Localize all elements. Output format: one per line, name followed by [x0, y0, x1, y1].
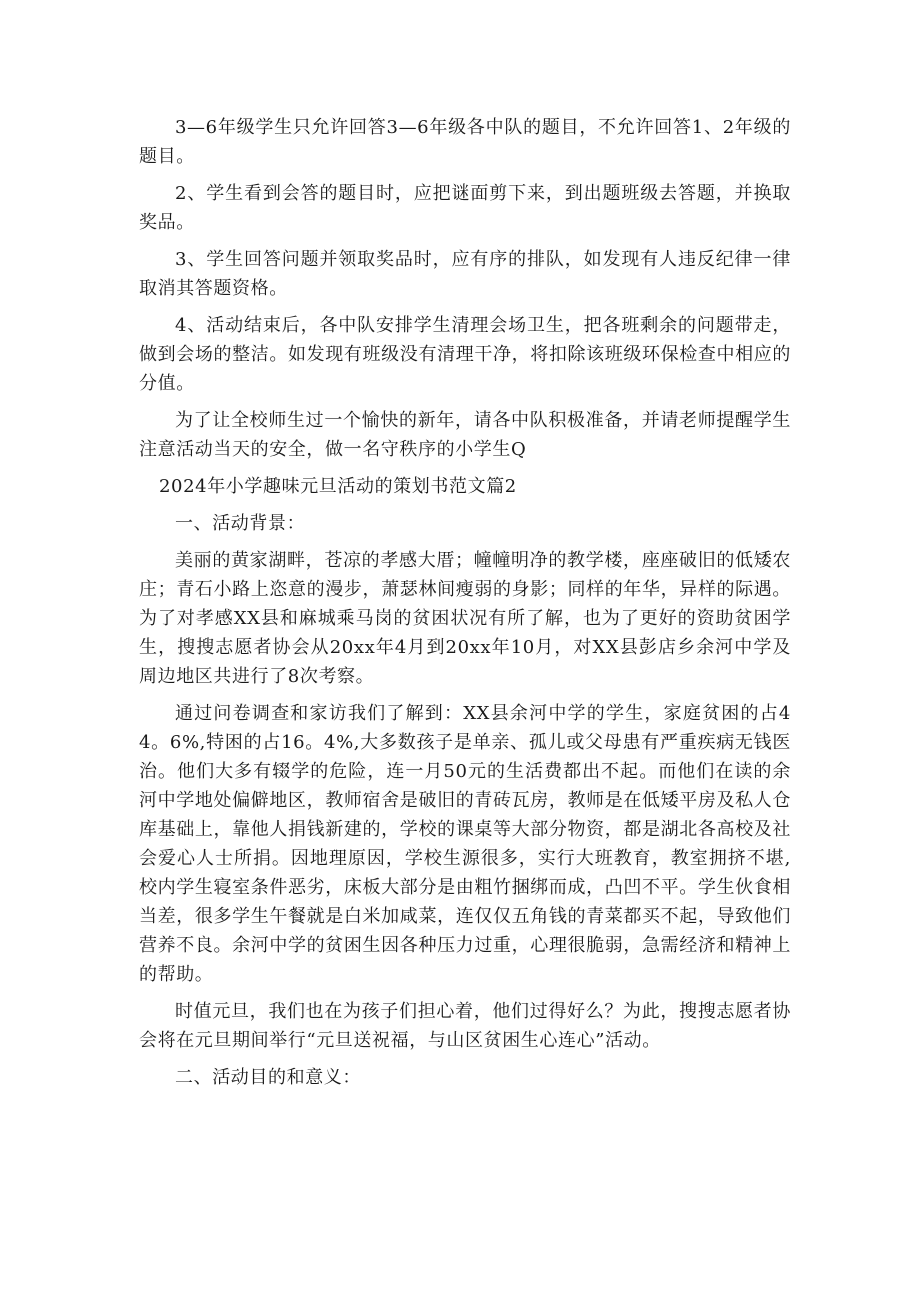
heading-purpose: 二、活动目的和意义：: [175, 1067, 361, 1088]
heading-background: 一、活动背景：: [175, 513, 306, 534]
paragraph-survey-findings: 通过问卷调查和家访我们了解到：XX县余河中学的学生，家庭贫困的占44。6%,特困的占16。4%,大多数孩子是单亲、孤儿或父母患有严重疾病无钱医治。他们大多有辍学的危险，连一月50元的生活费都出不起。而他们在读的余河中学地处偏僻地区，教师宿舍是破旧的青砖瓦房，教师是在低矮平房及私人仓库基础上，靠他人捐钱新建的，学校的课桌等大部分物资，都是湖北各高校及社会爱心人士所捐。因地理原因，学校生源很多，实行大班教育，教室拥挤不堪,校内学生寝室条件恶劣，床板大部分是由粗竹捆绑而成，凸凹不平。学生伙食相当差，很多学生午餐就是白米加咸菜，连仅仅五角钱的青菜都买不起，导致他们营养不良。余河中学的贫困生因各种压力过重，心理很脆弱，急需经济和精神上的帮助。: [139, 703, 791, 985]
paragraph-rule-4: 4、活动结束后，各中队安排学生清理会场卫生，把各班剩余的问题带走，做到会场的整洁。如发现有班级没有清理干净，将扣除该班级环保检查中相应的分值。: [139, 315, 791, 394]
paragraph-rule-2: 2、学生看到会答的题目时，应把谜面剪下来，到出题班级去答题，并换取奖品。: [139, 183, 791, 233]
paragraph-grade-rule: 3—6年级学生只允许回答3—6年级各中队的题目，不允许回答1、2年级的题目。: [139, 117, 791, 167]
section-title: 2024年小学趣味元旦活动的策划书范文篇2: [159, 476, 517, 497]
paragraph-closing: 为了让全校师生过一个愉快的新年，请各中队积极准备，并请老师提醒学生注意活动当天的安全，做一名守秩序的小学生Q: [139, 410, 791, 460]
paragraph-new-year-activity: 时值元旦，我们也在为孩子们担心着，他们过得好么？为此，搜搜志愿者协会将在元旦期间举行“元旦送祝福，与山区贫困生心连心”活动。: [139, 1001, 791, 1051]
document-body: [139, 113, 791, 1100]
paragraph-background-intro: 美丽的黄家湖畔，苍凉的孝感大厝；幢幢明净的教学楼，座座破旧的低矮农庄；青石小路上恣意的漫步，萧瑟林间瘦弱的身影；同样的年华，异样的际遇。为了对孝感XX县和麻城乘马岗的贫困状况有所了解，也为了更好的资助贫困学生，搜搜志愿者协会从20xx年4月到20xx年10月，对XX县彭店乡余河中学及周边地区共进行了8次考察。: [139, 550, 791, 687]
paragraph-rule-3: 3、学生回答问题并领取奖品时，应有序的排队，如发现有人违反纪律一律取消其答题资格。: [139, 249, 791, 299]
